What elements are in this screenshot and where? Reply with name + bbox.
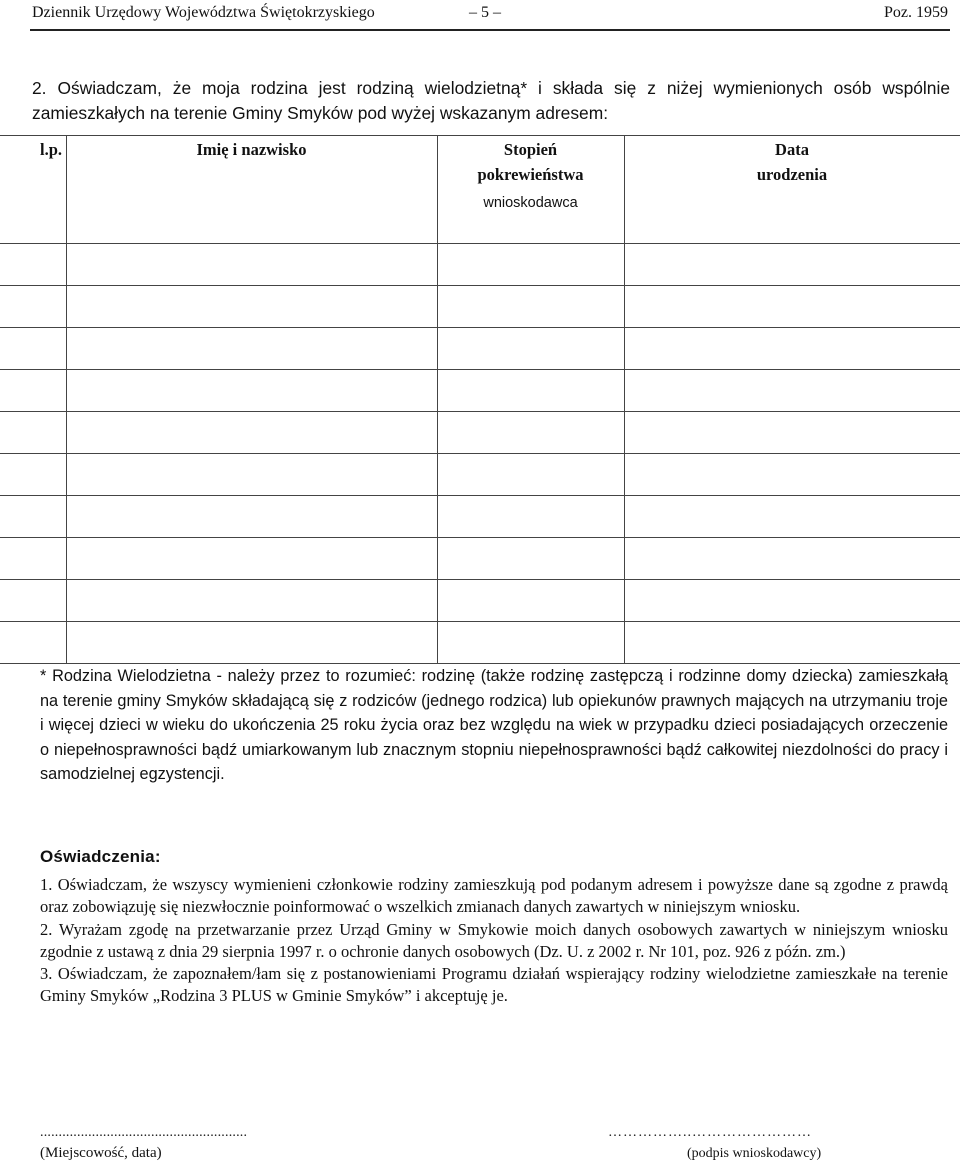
column-divider bbox=[437, 135, 438, 663]
row-divider bbox=[0, 411, 960, 412]
header-relation-line1: Stopień bbox=[503, 140, 558, 159]
header-birth-line1: Data bbox=[775, 140, 809, 159]
header-relation-line2: pokrewieństwa bbox=[477, 165, 584, 184]
row-divider bbox=[0, 285, 960, 286]
row-divider bbox=[0, 369, 960, 370]
row-divider bbox=[0, 453, 960, 454]
column-divider bbox=[66, 135, 67, 663]
large-family-definition: * Rodzina Wielodzietna - należy przez to rozumieć: rodzinę (także rodzinę zastępczą i rodzinne domy dziecka) zamieszkałą na terenie gminy Smyków składającą się z rodziców (jednego rodzica) lub opiekunów prawnych mających na utrzymaniu troje i więcej dzieci w wieku do ukończenia 25 roku życia oraz bez względu na wiek w przypadku dzieci posiadających orzeczenie o niepełnosprawności bądź umiarkowanym lub znacznym stopniu niepełnosprawności bądź całkowitej niezdolności do pracy i samodzielnej egzystencji. bbox=[40, 667, 948, 783]
signature-line: ……………..…………………… bbox=[608, 1125, 812, 1140]
journal-title: Dziennik Urzędowy Województwa Świętokrzyskiego bbox=[32, 4, 375, 21]
header-name: Imię i nazwisko bbox=[196, 140, 307, 159]
declaration-item: 3. Oświadczam, że zapoznałem/łam się z postanowieniami Programu działań wspierający rodziny wielodzietne zamieszkałe na terenie Gminy Smyków „Rodzina 3 PLUS w Gminie Smyków” i akceptuję je. bbox=[40, 964, 948, 1006]
header-divider bbox=[30, 29, 950, 31]
row-divider bbox=[0, 621, 960, 622]
row-divider bbox=[0, 243, 960, 244]
declaration-item: 2. Wyrażam zgodę na przetwarzanie przez Urząd Gminy w Smykowie moich danych osobowych zawartych w niniejszym wniosku zgodnie z ustawą z dnia 29 sierpnia 1997 r. o ochronie danych osobowych (Dz. U. z 2002 r. Nr 101, poz. 926 z późn. zm.) bbox=[40, 919, 948, 961]
applicant-relation: wnioskodawca bbox=[483, 195, 578, 211]
signature-caption: (podpis wnioskodawcy) bbox=[687, 1146, 822, 1161]
place-date-caption: (Miejscowość, data) bbox=[40, 1145, 162, 1161]
declarations-list bbox=[40, 874, 948, 1008]
column-divider bbox=[624, 135, 625, 663]
row-divider bbox=[0, 495, 960, 496]
row-divider bbox=[0, 579, 960, 580]
header-lp: l.p. bbox=[40, 140, 63, 159]
row-divider bbox=[0, 537, 960, 538]
family-statement: 2. Oświadczam, że moja rodzina jest rodziną wielodzietną* i składa się z niżej wymienionych osób wspólnie zamieszkałych na terenie Gminy Smyków pod wyżej wskazanym adresem: bbox=[32, 78, 950, 123]
row-divider bbox=[0, 327, 960, 328]
family-members-table bbox=[0, 135, 960, 663]
header-birth-line2: urodzenia bbox=[756, 165, 828, 184]
declarations-title: Oświadczenia: bbox=[40, 847, 161, 866]
position-number: Poz. 1959 bbox=[884, 4, 948, 21]
page-number: – 5 – bbox=[469, 4, 501, 21]
place-date-line: ........................................................ bbox=[40, 1125, 248, 1140]
row-divider bbox=[0, 135, 960, 136]
declaration-item: 1. Oświadczam, że wszyscy wymienieni członkowie rodziny zamieszkują pod podanym adresem i powyższe dane są zgodne z prawdą oraz zobowiązuję się niezwłocznie poinformować o wszelkich zmianach danych zawartych w niniejszym wniosku. bbox=[40, 875, 948, 917]
